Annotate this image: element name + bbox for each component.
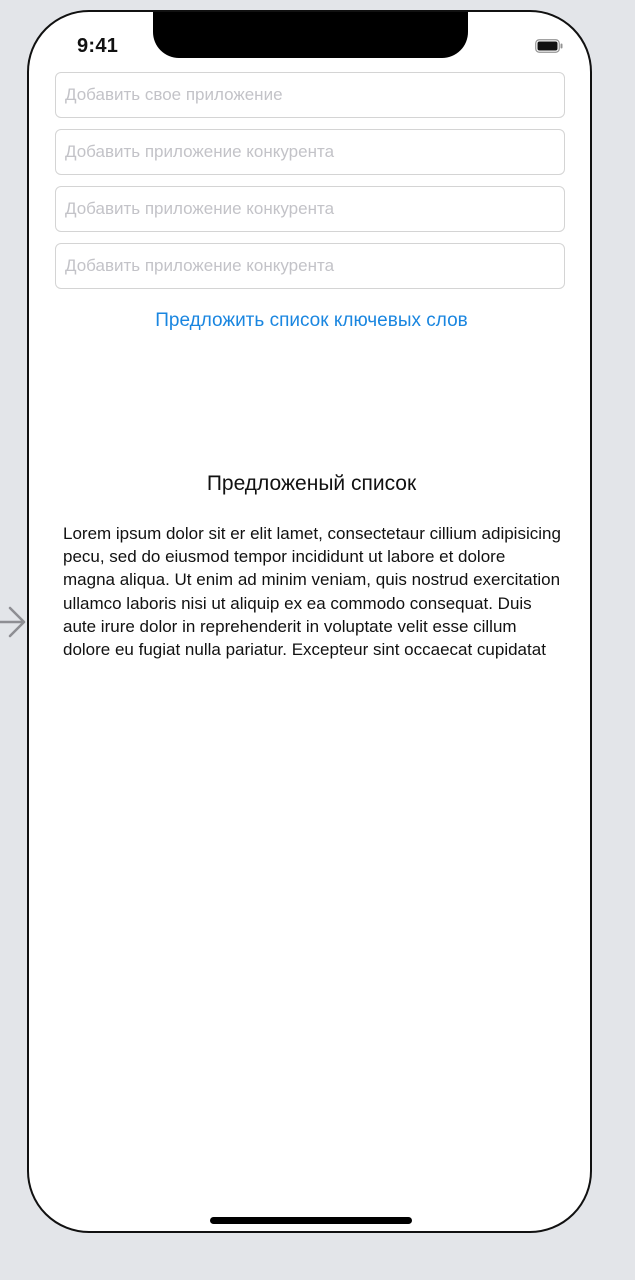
competitor-app-input-2[interactable]	[55, 186, 565, 232]
storyboard-entry-arrow-icon	[0, 600, 30, 644]
suggested-list-title: Предложеный список	[206, 472, 417, 495]
suggest-keywords-button[interactable]: Предложить список ключевых слов	[29, 310, 592, 332]
status-time: 9:41	[77, 35, 119, 57]
home-indicator[interactable]	[210, 1217, 412, 1224]
own-app-input[interactable]	[55, 72, 565, 118]
suggested-list-text: Lorem ipsum dolor sit er elit lamet, consectetaur cillium adipisicing pecu, sed do eiusmod tempor incididunt ut labore et dolore magna aliqua. Ut enim ad minim veniam, quis nostrud exercitation ullamco laboris nisi ut aliquip ex ea commodo consequat. Duis aute irure dolor in reprehenderit in voluptate velit esse cillum dolore eu fugiat nulla pariatur. Excepteur sint occaecat cupidatat	[63, 524, 561, 660]
app-inputs	[55, 72, 565, 300]
device-notch	[153, 10, 468, 58]
phone-screen	[27, 10, 592, 1233]
competitor-app-input-1[interactable]	[55, 129, 565, 175]
battery-icon	[535, 39, 563, 53]
competitor-app-input-3[interactable]	[55, 243, 565, 289]
